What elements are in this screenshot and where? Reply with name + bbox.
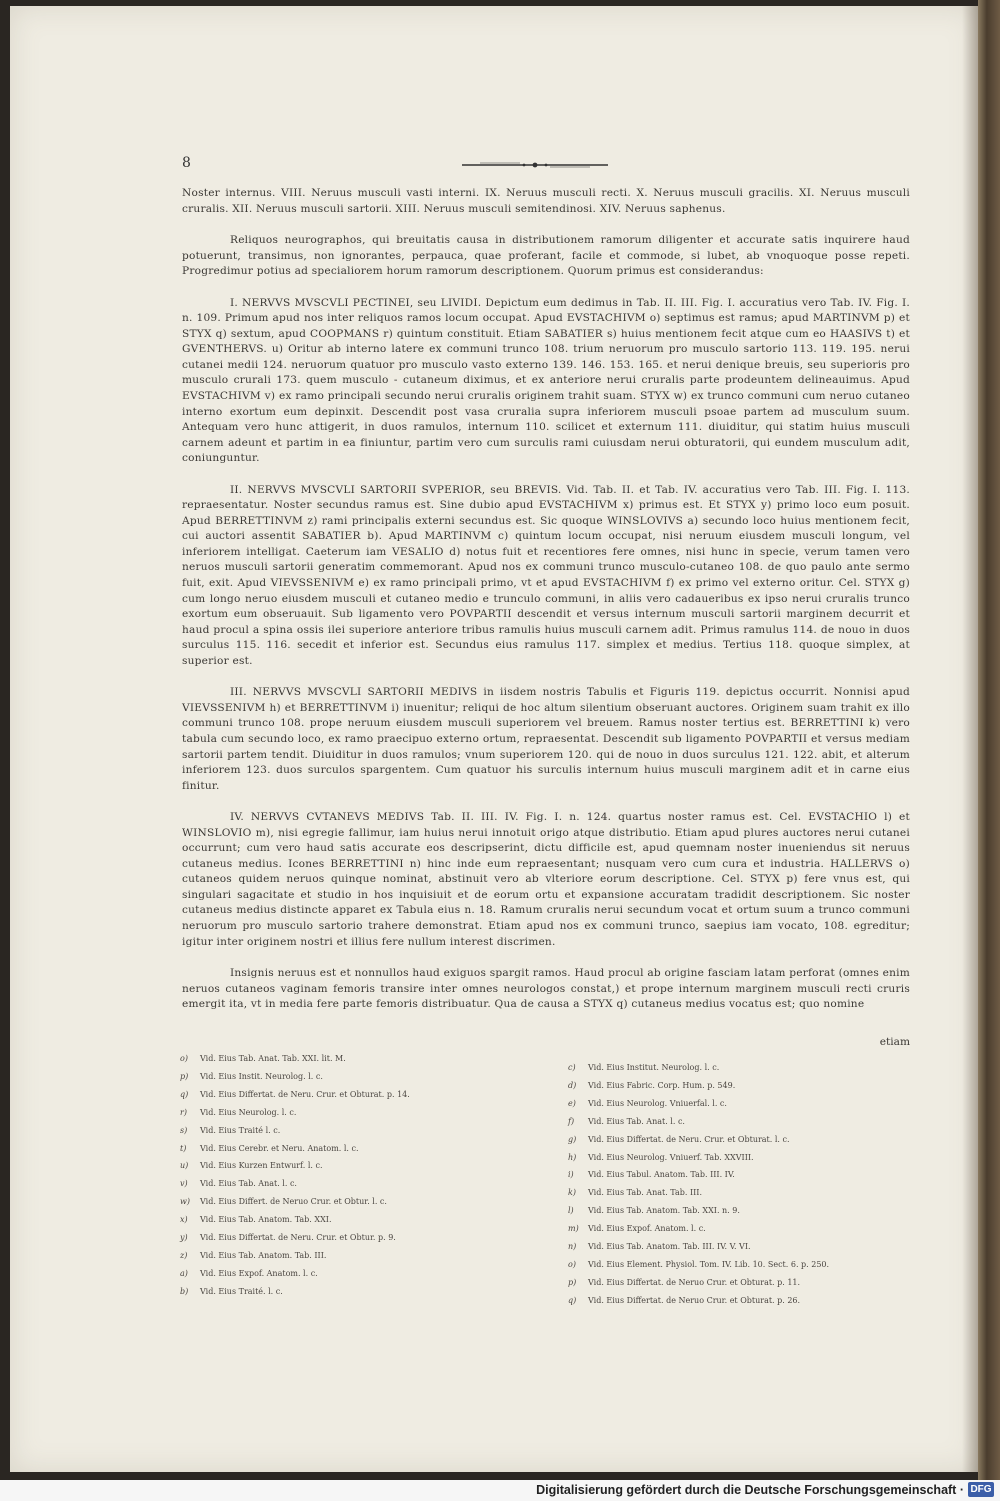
footnote-mark: r) [180,1107,187,1117]
footnote [568,1256,938,1274]
footnote-mark: c) [568,1063,576,1072]
footnote-mark: n) [568,1242,577,1252]
footnote [568,1095,938,1113]
footnote-text: Vid. Eius Differtat. de Neru. Crur. et Obturat. p. 14. [200,1089,410,1099]
page-number: 8 [182,155,191,171]
paragraph-intro: Reliquos neurographos, qui breuitatis causa in distributionem ramorum diligenter et accurate satis inquirere haud potuerunt, transimus, non ignorantes, perpauca, quae proferant, facile et commode, si lubet, ab vnoquoque posse repeti. Progredimur potius ad specialiorem horum ramorum descriptionem. Quorum primus est considerandus: [182,234,910,278]
footnote-mark: u) [180,1161,189,1171]
footnote-mark: a) [180,1268,188,1278]
footnote-text: Vid. Eius Tabul. Anatom. Tab. III. IV. [588,1170,735,1180]
footnote [180,1283,550,1301]
footnote [568,1184,938,1202]
main-text [182,186,910,1013]
footnote-text: Vid. Eius Differtat. de Neruo Crur. et Obturat. p. 26. [588,1295,801,1305]
footnote [568,1274,938,1292]
footnote-mark: p) [180,1071,189,1081]
footnote-mark: b) [180,1286,189,1296]
footnote-text: Vid. Eius Expof. Anatom. l. c. [200,1268,318,1278]
footnote-text: Vid. Eius Kurzen Entwurf. l. c. [200,1161,323,1171]
footnote-text: Vid. Eius Tab. Anat. l. c. [588,1116,685,1126]
footnote-text: Vid. Eius Differtat. de Neruo Crur. et Obturat. p. 11. [588,1277,801,1287]
footnote [180,1211,550,1229]
footnote [568,1220,938,1238]
footnote-mark: x) [180,1215,188,1225]
footnote [180,1193,550,1211]
footnote [568,1077,938,1095]
footnote-text: Vid. Eius Tab. Anatom. Tab. III. IV. V. VI. [588,1242,751,1252]
footnote [180,1122,550,1140]
footnote-mark: k) [568,1188,576,1198]
footnote [568,1202,938,1220]
footnote-mark: d) [568,1080,577,1090]
footnote-text: Vid. Eius Institut. Neurolog. l. c. [588,1063,720,1072]
footnote-text: Vid. Eius Element. Physiol. Tom. IV. Lib. 10. Sect. 6. p. 250. [588,1259,830,1269]
catchword: etiam [879,1036,910,1048]
book-spine-edge [978,0,1000,1480]
footnote [180,1140,550,1158]
paragraph-nerve-sartorius-medius: III. NERVVS MVSCVLI SARTORII MEDIVS in iisdem nostris Tabulis et Figuris 119. depictus occurrit. Nonnisi apud VIEVSSENIVM h) et BERRETTINVM i) inuenitur; reliqui de hoc altum silentium obseruant auctores. Originem suam trahit ex illo communi trunco 108. prope neruum eiusdem musculi superiorem vel breuem. Ramus noster tertius est. BERRETTINI k) vero tabula cum secundo loco, ex ramo praecipuo externo ortum, repraesentat. Descendit sub ligamento POVPARTII et versus mediam sartorii partem tendit. Diuiditur in duos ramulos; vnum superiorem 120. qui de nouo in duos surculus 121. 122. abit, et alterum inferiorem 123. duos surculos spargentem. Cum quatuor his surculis internum huius musculi marginem adit et in carne eius finitur. [182,686,910,792]
footnote-mark: m) [568,1224,579,1234]
footnote [180,1050,550,1068]
paragraph-list-end: Noster internus. VIII. Neruus musculi vasti interni. IX. Neruus musculi recti. X. Neruus musculi gracilis. XI. Neruus musculi cruralis. XII. Neruus musculi sartorii. XIII. Neruus musculi semitendinosi. XIV. Neruus saphenus. [182,187,910,215]
footnote-text: Vid. Eius Tab. Anatom. Tab. XXI. n. 9. [588,1206,740,1216]
footnote-mark: z) [180,1250,188,1260]
paragraph-nerve-sartorius-superior: II. NERVVS MVSCVLI SARTORII SVPERIOR, seu BREVIS. Vid. Tab. II. et Tab. IV. accuratius vero Tab. III. Fig. I. 113. repraesentatur. Noster secundus ramus est. Sine dubio apud EVSTACHIVM x) primus est. Et STYX y) primo loco eum posuit. Apud BERRETTINVM z) rami principalis externi secundus est. Sic quoque WINSLOVIVS a) secundo loco huius mentionem fecit, cui auctori assentit SABATIER b). Apud MARTINVM c) quintum locum occupat, nisi neruum eiusdem musculi longum, vel inferiorem intelligat. Caeterum iam VESALIO d) notus fuit et recentiores fere omnes, nisi hunc in specie, verum tamen vero neruos musculi sartorii generatim commemorant. Apud nos ex communi trunco musculo-cutaneo 108. de quo paulo ante sermo fuit, exit. Apud VIEVSSENIVM e) ex ramo principali primo, vt et apud EVSTACHIVM f) ex primo vel externo oritur. Cel. STYX g) cum longo neruo eiusdem musculi et cutaneo medio e trunculo communi, in aliis vero cadaueribus ex ipso nerui cruralis trunco exortum eum obseruauit. Sub ligamento vero POVPARTII descendit et versus internum musculi sartorii marginem decurrit et haud procul a spina ossis ilei superiore anteriore tribus ramulis huius musculi carnem adit. Primus ramulus 114. de nouo in duos surculus 115. 116. secedit et inferior est. Secundus eius ramulus 117. simplex et medius. Tertius 118. quoque simplex, at superior est. [182,483,910,667]
footnote-mark: t) [180,1143,187,1153]
footnote-text: Vid. Eius Tab. Anatom. Tab. III. [200,1250,327,1260]
page-edge-shadow [962,6,978,1472]
footnote-text: Vid. Eius Differtat. de Neru. Crur. et Obtur. p. 9. [200,1233,396,1243]
footnote-text: Vid. Eius Neurolog. Vniuerfal. l. c. [588,1098,727,1108]
footnotes-left [180,1050,550,1301]
footnote [568,1059,938,1077]
footnote [568,1113,938,1131]
footnote [180,1175,550,1193]
footnote-mark: v) [180,1179,188,1189]
footnote-text: Vid. Eius Differtat. de Neru. Crur. et Obturat. l. c. [588,1134,790,1144]
footnote-mark: p) [568,1277,577,1287]
footnote-mark: o) [180,1054,188,1063]
footnote [180,1086,550,1104]
footnote-text: Vid. Eius Fabric. Corp. Hum. p. 549. [588,1080,736,1090]
footnote-mark: w) [180,1197,190,1207]
footnote-mark: h) [568,1152,577,1162]
footnote-mark: l) [568,1206,574,1216]
footnote-text: Vid. Eius Neurolog. l. c. [200,1107,297,1117]
footnote-text: Vid. Eius Tab. Anat. Tab. III. [588,1188,703,1198]
footnote-text: Vid. Eius Neurolog. Vniuerf. Tab. XXVIII. [588,1152,754,1162]
footnote-mark: q) [180,1089,189,1099]
footnote [180,1229,550,1247]
footnote [568,1149,938,1167]
footnote-text: Vid. Eius Tab. Anatom. Tab. XXI. [200,1215,332,1225]
footnote-mark: g) [568,1134,577,1144]
footnote-text: Vid. Eius Tab. Anat. Tab. XXI. lit. M. [200,1054,346,1063]
footnote-text: Vid. Eius Traité l. c. [200,1125,281,1135]
footnote-mark: i) [568,1170,574,1180]
footnote [180,1265,550,1283]
footnote [180,1104,550,1122]
header-ornament-icon [460,160,610,170]
footer-credit: Digitalisierung gefördert durch die Deutsche Forschungsgemeinschaft · [536,1483,964,1497]
footnote-text: Vid. Eius Tab. Anat. l. c. [200,1179,297,1189]
paragraph-nerve-pectineus: I. NERVVS MVSCVLI PECTINEI, seu LIVIDI. Depictum eum dedimus in Tab. II. III. Fig. I. accuratius vero Tab. IV. Fig. I. n. 109. Primum apud nos inter reliquos ramos locum occupat. Apud EVSTACHIVM o) septimus est ramus; apud MARTINVM p) et STYX q) sextum, apud COOPMANS r) quintum constituit. Etiam SABATIER s) huius mentionem fecit atque cum eo HAASIVS t) et GVENTHERVS. u) Oritur ab interno latere ex communi trunco 108. trium neruorum pro musculo sartorio 113. 119. 195. nerui cutanei medii 124. neruorum quatuor pro musculo vasto externo 139. 146. 153. 165. et nerui denique breuis, seu superioris pro musculo crurali 173. quem musculo - cutaneum diximus, et ex anteriore nerui cruralis parte prodeuntem delineauimus. Apud EVSTACHIVM v) ex ramo principali secundo nerui cruralis originem trahit suam. STYX w) ex trunco communi cum neruo cutaneo interno exortum eum depinxit. Descendit post vasa cruralia supra inferiorem musculi psoae partem ad musculum suum. Antequam vero hunc attigerit, in duos ramulos, internum 110. scilicet et externum 111. diuiditur, qui statim huius musculi carnem adeunt et partim in ea finiuntur, partim vero cum surculis rami cuiusdam nerui obturatorii, qui eundem musculum adit, coniunguntur. [182,296,910,465]
footnote-mark: s) [180,1125,188,1135]
footnote-mark: f) [568,1116,575,1126]
footnote [180,1157,550,1175]
footnote-text: Vid. Eius Traité. l. c. [200,1286,283,1296]
footnote [568,1238,938,1256]
footnote [180,1247,550,1265]
footnote-mark: q) [568,1295,577,1305]
footnote [568,1292,938,1310]
footnote-mark: e) [568,1098,576,1108]
footnote-text: Vid. Eius Expof. Anatom. l. c. [588,1224,706,1234]
footnote-text: Vid. Eius Cerebr. et Neru. Anatom. l. c. [200,1143,359,1153]
footnote [568,1131,938,1149]
paragraph-nerve-insignis: Insignis neruus est et nonnullos haud exiguos spargit ramos. Haud procul ab origine fasciam latam perforat (omnes enim neruos cutaneos vaginam femoris transire inter omnes neurologos constat,) et prope internum marginem musculi recti cruris emergit ita, vt in media fere parte femoris distribuatur. Qua de causa a STYX q) cutaneus medius vocatus est; quo nomine [182,967,910,1011]
dfg-logo-icon: DFG [968,1482,994,1497]
footnote [180,1068,550,1086]
footnote-text: Vid. Eius Instit. Neurolog. l. c. [200,1071,323,1081]
footnote-mark: y) [180,1233,188,1243]
paragraph-nerve-cutaneus-medius: IV. NERVVS CVTANEVS MEDIVS Tab. II. III. IV. Fig. I. n. 124. quartus noster ramus est. Cel. EVSTACHIO l) et WINSLOVIO m), nisi egregie fallimur, iam huius nerui innotuit origo atque distributio. Etiam apud plures auctores nerui cutanei occurrunt; cum vero haud satis accurate eos descripserint, dictu difficile est, apud quemnam noster inueniendus sit neruus cutaneus medius. Icones BERRETTINI n) hinc inde eum repraesentant; nusquam vero cum cura et industria. HALLERVS o) cutaneos quidem neruos quinque nominat, abstinuit vero ab vlteriore eorum descriptione. Cel. STYX p) fere vnus est, qui singulari sagacitate et studio in hos inquisiuit et de eorum ortu et expansione accuratam tradidit descriptionem. Sic noster cutaneus medius distincte apparet ex Tabula eius n. 18. Ramum cruralis nerui secundum vocat et ortum suum a trunco communi neruorum pro musculo sartorio trahere demonstrat. Etiam apud nos ex communi trunco, saepius iam vocato, 108. egreditur; igitur inter originem nostri et illius fere nullum interest discrimen. [182,811,910,948]
footnote [568,1166,938,1184]
footnotes-right [568,1059,938,1310]
footnote-text: Vid. Eius Differt. de Neruo Crur. et Obtur. l. c. [200,1197,387,1207]
footnote-mark: o) [568,1259,576,1269]
